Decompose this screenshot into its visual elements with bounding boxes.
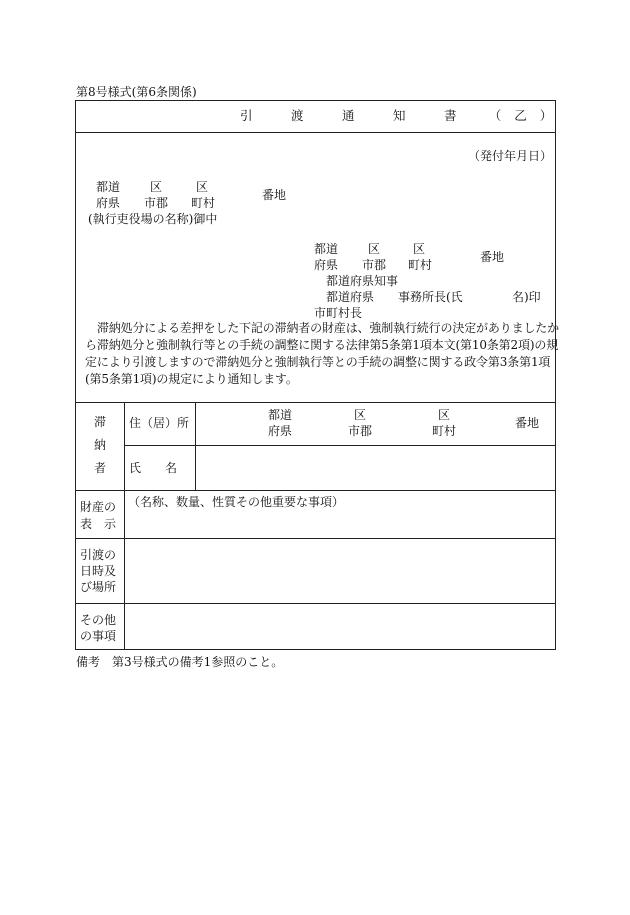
table-top-line xyxy=(75,402,556,403)
body-line-2: ら滞納処分と強制執行等との手続の調整に関する法律第5条第1項本文(第10条第2項)の規 xyxy=(85,338,559,352)
delinquent-city-1: 区 xyxy=(354,408,367,422)
other-top-line xyxy=(75,603,556,604)
issue-date: （発付年月日） xyxy=(468,149,553,163)
delinquent-town-2: 町村 xyxy=(432,424,457,438)
addressee-city-1: 区 xyxy=(150,180,163,194)
sender-seal: 名)印 xyxy=(512,290,541,304)
addressee-town-2: 町村 xyxy=(191,196,216,210)
other-label-2: の事項 xyxy=(80,629,117,643)
addressee-city-2: 市郡 xyxy=(144,196,169,210)
notice-body xyxy=(85,320,560,388)
sender-governor: 都道府県知事 xyxy=(326,274,399,288)
residence-name-divider xyxy=(124,445,556,446)
property-label-2: 表 示 xyxy=(80,517,117,531)
other-label-1: その他 xyxy=(80,613,117,627)
body-line-4: (第5条第1項)の規定により通知します。 xyxy=(85,372,298,386)
delinquent-label-1: 滞 xyxy=(94,415,107,429)
sender-city-1: 区 xyxy=(368,242,381,256)
delinquent-town-1: 区 xyxy=(438,408,451,422)
delinquent-label-3: 者 xyxy=(94,461,107,475)
delinquent-pref-1: 都道 xyxy=(268,408,293,422)
sub-label-column-line xyxy=(195,402,196,490)
form-number: 第8号様式(第6条関係) xyxy=(76,85,197,99)
sender-town-1: 区 xyxy=(413,242,426,256)
body-line-3: 定により引渡しますので滞納処分と強制執行等との手続の調整に関する政令第3条第1項 xyxy=(85,355,551,369)
sender-office-chief: 事務所長(氏 xyxy=(398,290,463,304)
label-column-line xyxy=(124,402,125,650)
sender-city-2: 市郡 xyxy=(362,258,387,272)
delivery-top-line xyxy=(75,538,556,539)
form-title: 引 渡 通 知 書 （乙） xyxy=(240,108,566,123)
delivery-label-1: 引渡の xyxy=(80,548,117,562)
delivery-label-3: び場所 xyxy=(80,580,117,594)
addressee-town-1: 区 xyxy=(196,180,209,194)
delinquent-pref-2: 府県 xyxy=(268,424,293,438)
property-label-1: 財産の xyxy=(80,500,117,514)
addressee-office: (執行吏役場の名称)御中 xyxy=(88,212,218,226)
sender-town-2: 町村 xyxy=(408,258,433,272)
addressee-banchi: 番地 xyxy=(262,188,287,202)
sender-mayor: 市町村長 xyxy=(314,306,363,320)
residence-label: 住（居）所 xyxy=(129,416,190,430)
property-note: （名称、数量、性質その他重要な事項） xyxy=(128,495,345,509)
property-top-line xyxy=(75,490,556,491)
sender-pref-2: 府県 xyxy=(314,258,339,272)
delinquent-banchi: 番地 xyxy=(515,416,540,430)
sender-pref-1: 都道 xyxy=(314,242,339,256)
sender-prefecture: 都道府県 xyxy=(326,290,375,304)
sender-banchi: 番地 xyxy=(480,250,505,264)
name-label: 氏 名 xyxy=(129,461,178,475)
delinquent-label-2: 納 xyxy=(94,438,107,452)
body-line-1: 滞納処分による差押をした下記の滞納者の財産は、強制執行続行の決定がありましたか xyxy=(85,321,560,335)
remarks: 備考 第3号様式の備考1参照のこと。 xyxy=(76,655,284,669)
addressee-pref-1: 都道 xyxy=(96,180,121,194)
addressee-pref-2: 府県 xyxy=(96,196,121,210)
delinquent-city-2: 市郡 xyxy=(348,424,373,438)
title-divider xyxy=(75,132,556,133)
delivery-label-2: 日時及 xyxy=(80,564,117,578)
